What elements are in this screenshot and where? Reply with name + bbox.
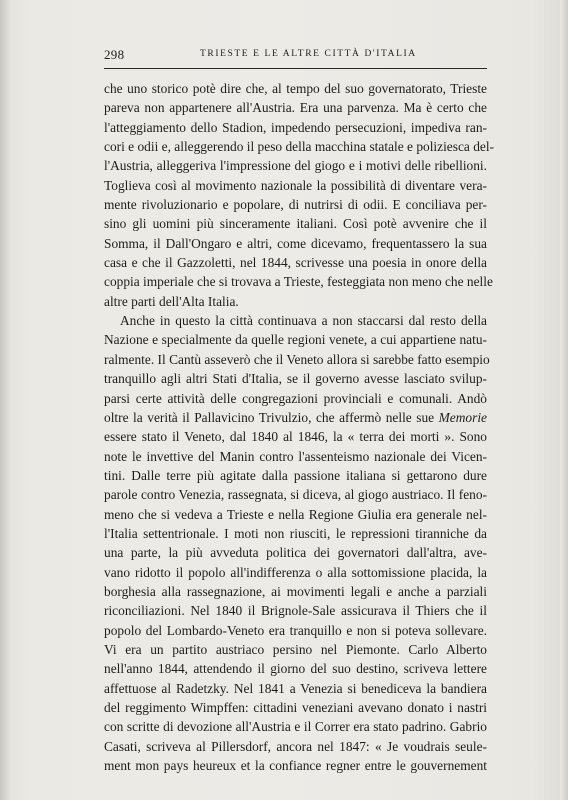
text-line: una parte, la più avveduta politica dei governatori dall'altra, ave- [104, 545, 487, 561]
text-line: pareva non appartenere all'Austria. Era una parvenza. Ma è certo che [104, 100, 487, 116]
body-text [104, 79, 495, 775]
text-line: che uno storico potè dire che, al tempo del suo governatorato, Trieste [104, 81, 487, 96]
page-edge-shadow [560, 0, 568, 800]
text-line: cori e odii e, alleggerendo il peso della macchina statale e poliziesca del- [104, 139, 495, 155]
text-line: riconciliazioni. Nel 1840 il Brignole-Sale assicurava il Thiers che il [104, 603, 487, 619]
text-line: essere stato il Veneto, dal 1840 al 1846, la « terra dei morti ». Sono [104, 429, 487, 445]
header-rule [104, 68, 487, 69]
text-line: altre parti dell'Alta Italia. [104, 293, 239, 309]
italic-title: Memorie [438, 409, 487, 425]
text-line: popolo del Lombardo-Veneto era tranquillo e non si poteva sollevare. [104, 622, 487, 638]
page-number: 298 [104, 47, 125, 62]
text-line: parole contro Venezia, rassegnata, si diceva, al giogo austriaco. Il feno- [104, 487, 487, 503]
text-line: casa e che il Gazzoletti, nel 1844, scrivesse una poesia in onore della [104, 255, 487, 271]
text-line: Nazione e specialmente da quelle regioni venete, a cui appartiene natu- [104, 332, 487, 348]
text-line: nell'anno 1844, attendendo il giorno del suo destino, scriveva lettere [104, 661, 487, 677]
text-line: vano ridotto il popolo all'indifferenza o alla sottomissione placida, la [104, 564, 487, 580]
text-line: oltre la verità il Pallavicino Trivulzio, che affermò nelle sue Memorie [104, 409, 487, 425]
page-spine-shadow [0, 0, 10, 800]
text-line: meno che si vedeva a Trieste e nella Regione Giulia era generale nel- [104, 506, 487, 522]
text-line: Toglieva così al movimento nazionale la possibilità di diventare vera- [104, 177, 487, 193]
text-line: ralmente. Il Cantù asseverò che il Veneto allora si sarebbe fatto esempio [104, 351, 490, 367]
text-line: parsi certe attività delle congregazioni provinciali e comunali. Andò [104, 390, 487, 406]
text-line: coppia imperiale che si trovava a Trieste, festeggiata non meno che nelle [104, 274, 493, 290]
text-line: sino gli uomini più sinceramente italiani. Così potè avvenire che il [104, 216, 487, 232]
text-line: mente rivoluzionario e popolare, di nutrirsi di odii. E conciliava per- [104, 197, 487, 213]
text-line: affettuose al Radetzky. Nel 1841 a Venezia si benediceva la bandiera [104, 680, 487, 696]
page-header [104, 47, 488, 63]
text-line: ment mon pays heureux et la confiance regner entre le gouvernement [104, 758, 487, 774]
text-line: Casati, scriveva al Pillersdorf, ancora nel 1847: « Je voudrais seule- [104, 738, 487, 754]
text-line: del reggimento Wimpffen: cittadini veneziani avevano donato i nastri [104, 700, 487, 715]
text-line: Anche in questo la città continuava a non staccarsi dal resto della [120, 313, 487, 329]
text-line: l'atteggiamento dello Stadion, impedendo persecuzioni, impediva ran- [104, 119, 487, 135]
text-line: con scritte di devozione all'Austria e il Correr era stato padrino. Gabrio [104, 719, 487, 735]
text-line: note le invettive del Manin contro l'assenteismo nazionale dei Vicen- [104, 448, 487, 464]
text-line: tini. Dalle terre più agitate dalla passione italiana si gettarono dure [104, 467, 487, 483]
text-line: borghesia alla rassegnazione, ai movimenti legali e anche a parziali [104, 583, 487, 599]
running-head: TRIESTE E LE ALTRE CITTÀ D'ITALIA [200, 49, 417, 59]
text-line: tranquillo agli altri Stati d'Italia, se il governo avesse lasciato svilup- [104, 371, 487, 387]
text-line: Somma, il Dall'Ongaro e altri, come dicevamo, frequentassero la sua [104, 235, 487, 251]
text-line: l'Austria, alleggeriva l'impressione del giogo e i motivi delle ribellioni. [104, 158, 487, 174]
text-line: l'Italia settentrionale. I moti non riusciti, le repressioni tiranniche da [104, 525, 487, 541]
text-line: Vi era un partito austriaco persino nel Piemonte. Carlo Alberto [104, 641, 487, 657]
